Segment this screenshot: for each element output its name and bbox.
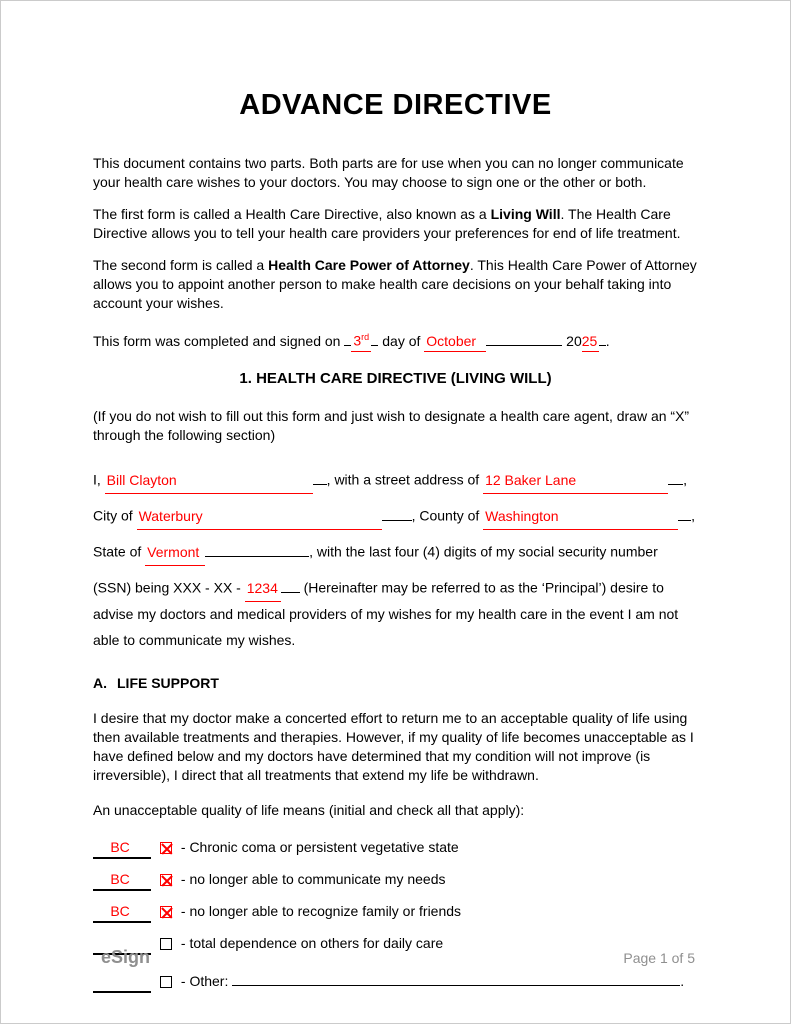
county-field[interactable]: Washington bbox=[483, 504, 678, 531]
page-footer bbox=[101, 947, 695, 968]
label-city: City of bbox=[93, 507, 133, 524]
signed-mid: day of bbox=[382, 333, 421, 349]
principal-line-2 bbox=[93, 494, 698, 530]
principal-line-5: advise my doctors and medical providers of my wishes for my health care in the event I am not bbox=[93, 606, 679, 622]
sentence-period: . bbox=[605, 333, 610, 349]
heading-text: LIFE SUPPORT bbox=[117, 675, 219, 691]
blank-line bbox=[344, 326, 351, 346]
checklist-item-other bbox=[93, 966, 698, 993]
label-i: I, bbox=[93, 471, 101, 488]
intro-paragraph-1: This document contains two parts. Both parts are for use when you can no longer communicate your health care wishes to your doctors. You may choose to sign one or the other or both. bbox=[93, 155, 684, 190]
year-prefix: 20 bbox=[566, 333, 582, 349]
principal-statement bbox=[93, 458, 698, 653]
year-field[interactable]: 25 bbox=[582, 332, 599, 352]
principal-line-6: able to communicate my wishes. bbox=[93, 631, 296, 648]
principal-line-3 bbox=[93, 530, 698, 566]
esign-logo: eSign bbox=[101, 947, 151, 967]
label-state: State of bbox=[93, 543, 142, 560]
principal-line-1 bbox=[93, 458, 698, 494]
line-comma: , bbox=[691, 507, 696, 524]
blank-line bbox=[313, 458, 327, 485]
initials-field[interactable]: BC bbox=[93, 838, 151, 859]
checklist-item-label: - Chronic coma or persistent vegetative state bbox=[180, 839, 459, 855]
blank-line bbox=[668, 458, 683, 485]
state-field[interactable]: Vermont bbox=[145, 540, 205, 567]
intro-paragraph-2 bbox=[93, 205, 698, 243]
checklist-item-label: - total dependence on others for daily care bbox=[180, 935, 444, 951]
sentence-period: . bbox=[680, 973, 685, 989]
day-field[interactable]: 3rd bbox=[351, 328, 371, 352]
street-address-field[interactable]: 12 Baker Lane bbox=[483, 468, 668, 495]
paragraph-text: The first form is called a Health Care Directive, also known as a bbox=[93, 206, 491, 222]
agent-designation-note: (If you do not wish to fill out this form and just wish to designate a health care agent, draw an “X” through the following section) bbox=[93, 408, 690, 443]
checklist-item bbox=[93, 870, 698, 891]
label-county: , County of bbox=[411, 507, 480, 524]
blank-line bbox=[205, 530, 309, 557]
blank-line bbox=[382, 494, 412, 521]
section-1-heading: 1. HEALTH CARE DIRECTIVE (LIVING WILL) bbox=[239, 370, 552, 387]
page-content bbox=[1, 1, 790, 993]
checkbox-checked[interactable] bbox=[160, 874, 172, 886]
power-of-attorney-emphasis: Health Care Power of Attorney bbox=[268, 257, 470, 273]
day-ordinal: rd bbox=[361, 332, 370, 343]
page-number: Page 1 of 5 bbox=[623, 950, 695, 966]
ssn-sentence-part: , with the last four (4) digits of my social security number bbox=[309, 543, 658, 560]
life-support-paragraph: I desire that my doctor make a concerted effort to return me to an acceptable quality of life using then available treatments and therapies. However, if my quality of life becomes unacceptable as I have defined below and my doctors have determined that my condition will not improve (is irreversible), I direct that all treatments that extend my life be withdrawn. bbox=[93, 710, 694, 783]
checklist-item-label: - Other: bbox=[180, 973, 229, 989]
checkbox-checked[interactable] bbox=[160, 906, 172, 918]
ssn-field[interactable]: 1234 bbox=[245, 576, 281, 603]
other-blank-line[interactable] bbox=[232, 966, 680, 986]
paragraph-text: . The Health Care Directive allows you to tell your health care providers your preferences for end of life treatment. bbox=[93, 206, 681, 241]
intro-paragraph-3 bbox=[93, 256, 698, 313]
signed-prefix: This form was completed and signed on bbox=[93, 333, 341, 349]
principal-line-4 bbox=[93, 566, 698, 602]
checkbox-empty[interactable] bbox=[160, 976, 172, 988]
principal-name-field[interactable]: Bill Clayton bbox=[105, 468, 313, 495]
initials-field[interactable]: BC bbox=[93, 902, 151, 923]
signed-date-line bbox=[93, 326, 698, 352]
month-field[interactable]: October bbox=[424, 332, 486, 352]
document-title: ADVANCE DIRECTIVE bbox=[239, 89, 552, 121]
checkbox-checked[interactable] bbox=[160, 842, 172, 854]
checklist-item-label: - no longer able to communicate my needs bbox=[180, 871, 446, 887]
checklist-item bbox=[93, 902, 698, 923]
blank-line bbox=[371, 326, 378, 346]
blank-line bbox=[281, 566, 300, 593]
initials-field[interactable]: BC bbox=[93, 870, 151, 891]
paragraph-text: The second form is called a bbox=[93, 257, 269, 273]
label-ssn: (SSN) being XXX - XX - bbox=[93, 579, 241, 596]
paragraph-text: . This Health Care Power of Attorney allows you to appoint another person to make health care decisions on your behalf taking into account your wishes. bbox=[93, 257, 697, 311]
checklist-intro: An unacceptable quality of life means (initial and check all that apply): bbox=[93, 802, 525, 818]
living-will-emphasis: Living Will bbox=[490, 206, 561, 222]
principal-sentence-part: (Hereinafter may be referred to as the ‘Principal’) desire to bbox=[303, 579, 664, 596]
checklist-item-label: - no longer able to recognize family or friends bbox=[180, 903, 462, 919]
checklist-item bbox=[93, 838, 698, 859]
city-field[interactable]: Waterbury bbox=[137, 504, 382, 531]
blank-line bbox=[486, 326, 562, 346]
blank-line bbox=[678, 494, 691, 521]
blank-line bbox=[599, 326, 606, 346]
label-street-address: , with a street address of bbox=[326, 471, 480, 488]
initials-field[interactable] bbox=[93, 972, 151, 993]
heading-letter: A. bbox=[93, 675, 107, 691]
life-support-heading bbox=[93, 674, 698, 693]
line-comma: , bbox=[683, 471, 687, 488]
